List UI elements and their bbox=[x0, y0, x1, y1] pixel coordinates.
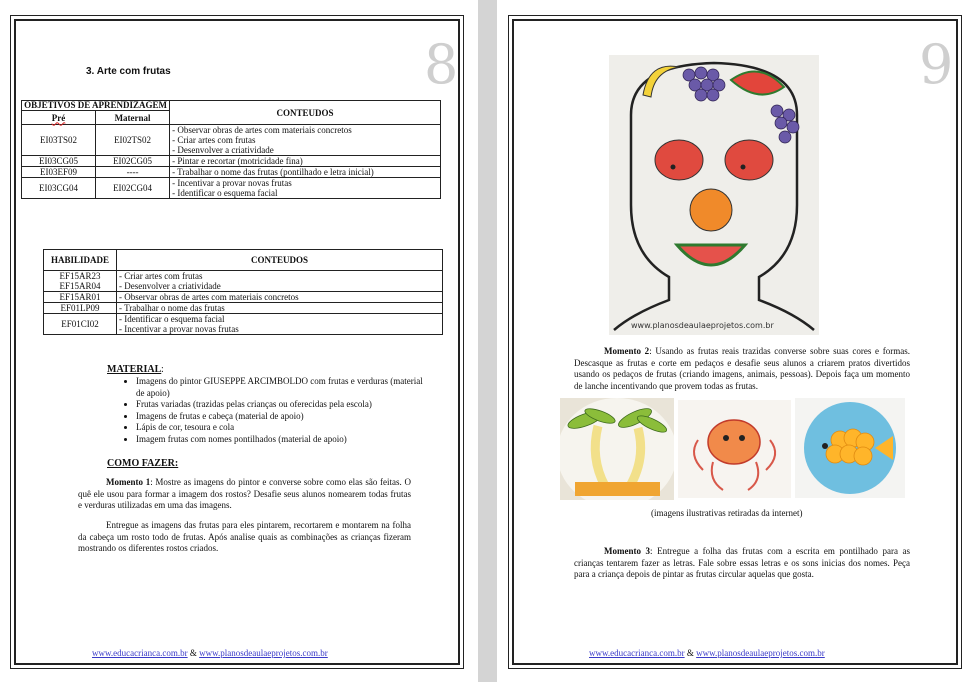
contents-line: - Identificar o esquema facial bbox=[172, 188, 278, 198]
skill-code: EF15AR01 bbox=[44, 292, 117, 303]
page-number: 8 bbox=[424, 33, 459, 96]
fruit-face-image bbox=[609, 55, 819, 335]
moment3-paragraph bbox=[574, 546, 910, 581]
moment2-paragraph bbox=[574, 346, 910, 392]
material-item: • Imagens do pintor GIUSEPPE ARCIMBOLDO com frutas e verduras (material de apoio) bbox=[136, 376, 426, 399]
how-heading: COMO FAZER: bbox=[107, 458, 179, 469]
pre-code: EI03TS02 bbox=[22, 125, 96, 156]
footer-link-educacrianca[interactable]: www.educacrianca.com.br bbox=[589, 648, 685, 658]
octopus-plate-drawing bbox=[678, 400, 791, 498]
footer-left bbox=[92, 648, 328, 658]
moment1-label: Momento 1 bbox=[106, 477, 151, 487]
contents-line: - Pintar e recortar (motricidade fina) bbox=[172, 156, 303, 166]
moment1-paragraph bbox=[78, 477, 411, 512]
maternal-code: EI02CG05 bbox=[96, 156, 170, 167]
face-watermark: www.planosdeaulaeprojetos.com.br bbox=[631, 321, 774, 330]
contents-line: - Desenvolver a criatividade bbox=[119, 281, 221, 291]
fruit-face-drawing bbox=[609, 55, 819, 335]
contents-cell bbox=[117, 292, 443, 303]
contents-line: - Criar artes com frutas bbox=[119, 271, 203, 281]
contents-cell bbox=[170, 125, 441, 156]
page-left bbox=[0, 0, 478, 682]
skills-contents-header: CONTEUDOS bbox=[117, 250, 443, 271]
contents-line: - Incentivar a provar novas frutas bbox=[119, 324, 239, 334]
contents-line: - Trabalhar o nome das frutas bbox=[119, 303, 225, 313]
contents-header: CONTEUDOS bbox=[170, 101, 441, 125]
octopus-plate-image bbox=[678, 400, 791, 498]
contents-line: - Trabalhar o nome das frutas (pontilhado e letra inicial) bbox=[172, 167, 374, 177]
material-item: • Imagens de frutas e cabeça (material de apoio) bbox=[136, 411, 426, 423]
pre-code: EI03CG05 bbox=[22, 156, 96, 167]
contents-line: - Identificar o esquema facial bbox=[119, 314, 225, 324]
maternal-header: Maternal bbox=[96, 111, 170, 125]
palm-tree-plate-image bbox=[560, 398, 674, 500]
objectives-table bbox=[21, 100, 441, 199]
contents-cell bbox=[117, 303, 443, 314]
maternal-code: ---- bbox=[96, 167, 170, 178]
moment1-text: : Mostre as imagens do pintor e converse sobre como elas são feitas. O quê ele usou para formar a imagem dos rostos? Desafie seus alunos nomearem todas frutas e verduras utilizadas em uma das imagens. bbox=[78, 477, 411, 511]
skill-code: EF01CI02 bbox=[44, 314, 117, 335]
fish-plate-image bbox=[795, 398, 905, 498]
footer-amp: & bbox=[187, 648, 200, 658]
images-caption: (imagens ilustrativas retiradas da internet) bbox=[651, 508, 803, 518]
moment2-text: : Usando as frutas reais trazidas converse sobre suas cores e formas. Descasque as frutas e corte em pedaços e desafie seus alunos a criarem pratos divertidos usando os pedaços de frutas (criando imagens, animais, pessoas). Depois faça um momento de lanche incentivando que provem todas as frutas. bbox=[574, 346, 910, 391]
maternal-code: EI02CG04 bbox=[96, 178, 170, 199]
moment3-text: : Entregue a folha das frutas com a escrita em pontilhado para as crianças tentarem fazer as letras. Fale sobre essas letras e os sons inicias dos nomes. Peça para a criança depois de pintar as frutas circular aquelas que gosta. bbox=[574, 546, 910, 580]
material-heading: MATERIAL bbox=[107, 364, 162, 375]
footer-link-planos[interactable]: www.planosdeaulaeprojetos.com.br bbox=[696, 648, 825, 658]
pre-header: Pré bbox=[51, 112, 66, 123]
maternal-code: EI02TS02 bbox=[96, 125, 170, 156]
page-number: 9 bbox=[919, 33, 954, 96]
material-item: • Imagem frutas com nomes pontilhados (material de apoio) bbox=[136, 434, 426, 446]
moment3-label: Momento 3 bbox=[604, 546, 651, 556]
pre-code: EI03EF09 bbox=[22, 167, 96, 178]
material-colon: : bbox=[161, 364, 164, 375]
footer-link-educacrianca[interactable]: www.educacrianca.com.br bbox=[92, 648, 188, 658]
skill-header: HABILIDADE bbox=[44, 250, 117, 271]
palm-tree-plate-drawing bbox=[560, 398, 674, 500]
skill-code-cell bbox=[44, 271, 117, 292]
contents-cell bbox=[170, 178, 441, 199]
footer-link-planos[interactable]: www.planosdeaulaeprojetos.com.br bbox=[199, 648, 328, 658]
contents-line: - Observar obras de artes com materiais concretos bbox=[119, 292, 299, 302]
material-item: • Lápis de cor, tesoura e cola bbox=[136, 422, 426, 434]
contents-line: - Desenvolver a criatividade bbox=[172, 145, 274, 155]
contents-line: - Criar artes com frutas bbox=[172, 135, 256, 145]
contents-line: - Incentivar a provar novas frutas bbox=[172, 178, 292, 188]
paragraph-2: Entregue as imagens das frutas para eles pintarem, recortarem e montarem na folha da cabeça um rosto todo de frutas. Após analise quais as combinações as crianças fizeram mostrando os diferentes rostos criados. bbox=[78, 520, 411, 554]
material-item: • Frutas variadas (trazidas pelas crianças ou oferecidas pela escola) bbox=[136, 399, 426, 411]
objectives-header: OBJETIVOS DE APRENDIZAGEM bbox=[22, 101, 170, 111]
contents-cell bbox=[170, 156, 441, 167]
footer-right bbox=[589, 648, 825, 658]
section-title: 3. Arte com frutas bbox=[86, 66, 171, 77]
contents-cell bbox=[170, 167, 441, 178]
skill-code: EF15AR23 bbox=[59, 271, 101, 281]
contents-cell bbox=[117, 314, 443, 335]
skills-table bbox=[43, 249, 443, 335]
footer-amp: & bbox=[684, 648, 697, 658]
skill-code: EF15AR04 bbox=[59, 281, 101, 291]
material-list bbox=[120, 376, 426, 445]
contents-cell bbox=[117, 271, 443, 292]
pre-code: EI03CG04 bbox=[22, 178, 96, 199]
moment2-label: Momento 2 bbox=[604, 346, 650, 356]
fish-plate-drawing bbox=[795, 398, 905, 498]
contents-line: - Observar obras de artes com materiais concretos bbox=[172, 125, 352, 135]
skill-code: EF01LP09 bbox=[44, 303, 117, 314]
